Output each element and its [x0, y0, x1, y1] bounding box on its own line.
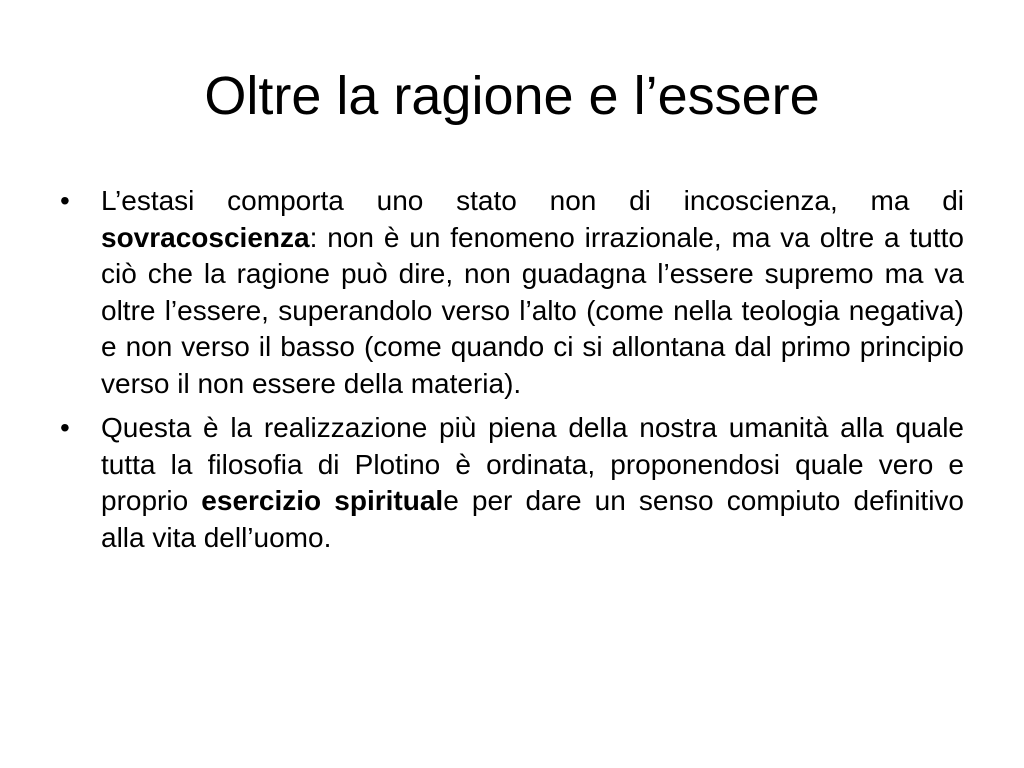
bullet-text — [101, 412, 964, 553]
bullet-text-segment: : non è un fenomeno irrazionale, ma va oltre a tutto ciò che la ragione può dire, non guadagna l’essere supremo ma va oltre l’essere, superandolo verso l’alto (come nella teologia negativa) e non verso il basso (come quando ci si allontana dal primo principio verso il non essere della materia). — [101, 221, 964, 399]
bullet-text-segment: L’estasi comporta uno stato non di incoscienza, ma di — [101, 185, 964, 216]
bullet-text — [101, 185, 964, 399]
bullet-icon: • — [60, 412, 70, 443]
bold-term-esercizio-spirituale: esercizio spiritual — [201, 485, 444, 516]
bullet-item — [60, 183, 964, 402]
bullet-icon: • — [60, 185, 70, 216]
bold-term-sovracoscienza: sovracoscienza — [101, 221, 310, 253]
bullet-item — [60, 410, 964, 556]
bullet-list — [60, 183, 964, 564]
bullet-text-segment: Questa è la realizzazione più piena della nostra umanità alla quale tutta la filosofia di Plotino è ordinata, proponendosi quale vero e proprio — [101, 412, 964, 516]
bullet-text-segment: e per dare un senso compiuto definitivo alla vita dell’uomo. — [101, 485, 965, 553]
slide-title: Oltre la ragione e l’essere — [204, 66, 820, 126]
